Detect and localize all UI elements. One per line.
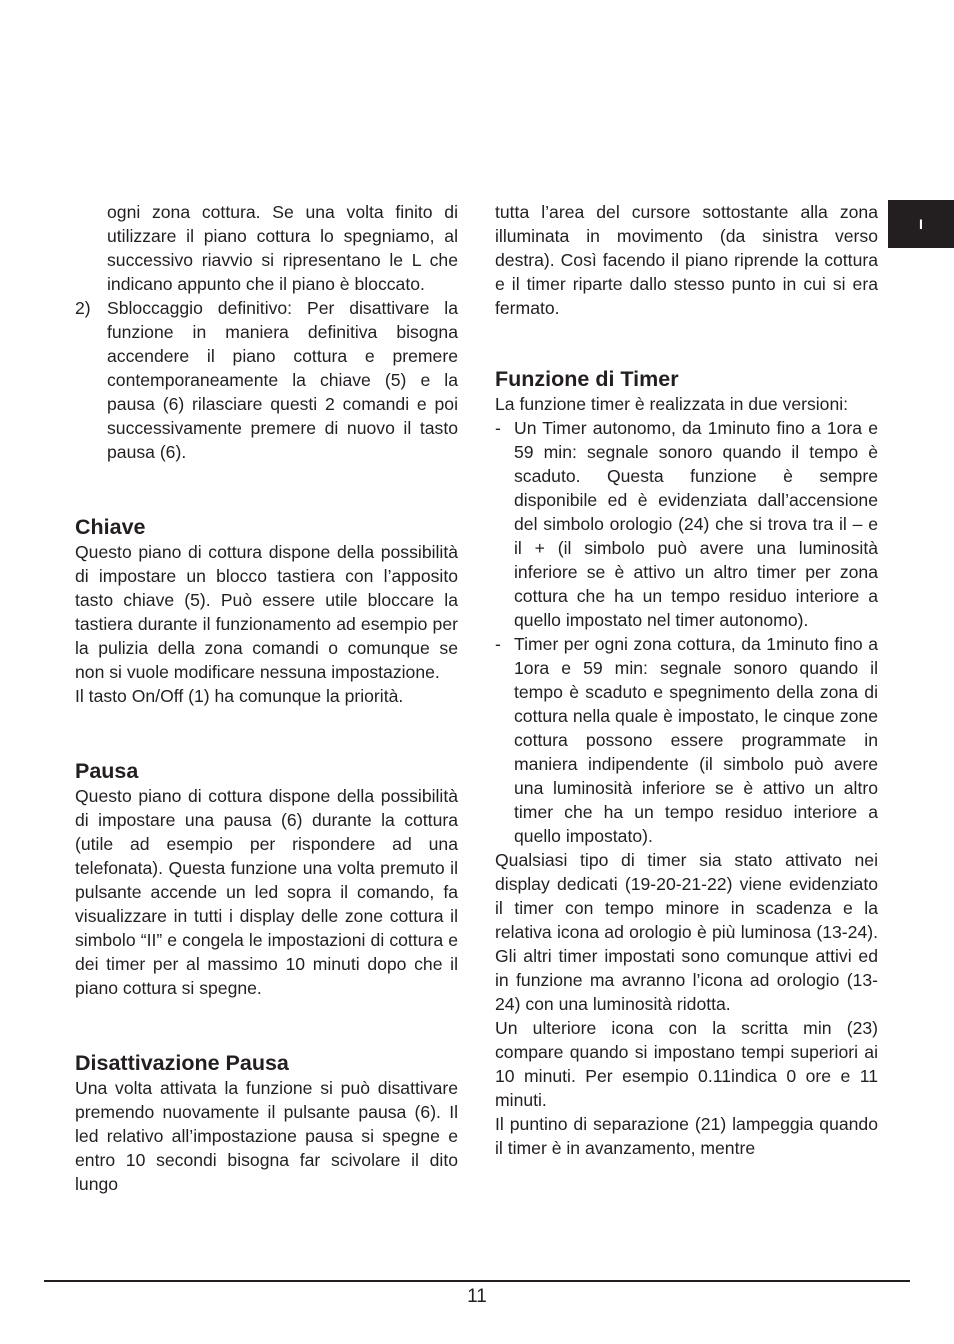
timer-paragraph-ulteriore: Un ulteriore icona con la scritta min (23) compare quando si impostano tempi superiori ai 10 minuti. Per esempio 0.11indica 0 ore e 11 minuti. [495, 1018, 878, 1110]
item-number: 2) [75, 298, 91, 318]
chiave-paragraph-2: Il tasto On/Off (1) ha comunque la priorità. [75, 686, 404, 706]
language-tab-label: I [919, 216, 923, 232]
continued-paragraph: tutta l’area del cursore sottostante alla zona illuminata in movimento (da sinistra verso destra). Così facendo il piano riprende la cottura e il timer riparte dallo stesso punto in cui si era fermato. [495, 202, 878, 318]
section-title-timer: Funzione di Timer [495, 367, 679, 391]
bullet-text: Un Timer autonomo, da 1minuto fino a 1ora e 59 min: segnale sonoro quando il tempo è scaduto. Questa funzione è sempre disponibile ed è evidenziata dall’accensione del simbolo orologio (24) che si trova tra il – e il + (il simbolo può avere una luminosità inferiore se è attivo un altro timer per zona cottura che ha un tempo residuo interiore a quello impostato nel timer autonomo). [514, 418, 878, 630]
continued-paragraph: ogni zona cottura. Se una volta finito di utilizzare il piano cottura lo spegniamo, al successivo riavvio si ripresentano le L che indicano appunto che il piano è bloccato. [107, 202, 458, 294]
bullet-item-2 [495, 632, 878, 848]
timer-paragraph-qualsiasi: Qualsiasi tipo di timer sia stato attivato nei display dedicati (19-20-21-22) viene evidenziato il timer con tempo minore in scadenza e la relativa icona ad orologio è più luminosa (13-24). Gli altri timer impostati sono comunque attivi ed in funzione ma avranno l’icona ad orologio (13-24) con una luminosità ridotta. [495, 850, 878, 1014]
item-text: Sbloccaggio definitivo: Per disattivare la funzione in maniera definitiva bisogna accendere il piano cottura e premere contemporaneamente la chiave (5) e la pausa (6) rilasciare questi 2 comandi e poi successivamente premere di nuovo il tasto pausa (6). [107, 298, 458, 462]
chiave-paragraph-1: Questo piano di cottura dispone della possibilità di impostare un blocco tastiera con l’apposito tasto chiave (5). Può essere utile bloccare la tastiera durante il funzionamento ad esempio per la pulizia della zona comandi o comunque se non si vuole modificare nessuna impostazione. [75, 542, 458, 682]
language-tab [888, 200, 954, 248]
disattivazione-paragraph: Una volta attivata la funzione si può disattivare premendo nuovamente il pulsante pausa (6). Il led relativo all’impostazione pausa si spegne e entro 10 secondi bisogna far scivolare il dito lungo [75, 1078, 458, 1194]
timer-paragraph-puntino: Il puntino di separazione (21) lampeggia quando il timer è in avanzamento, mentre [495, 1114, 878, 1158]
footer-divider [44, 1280, 910, 1282]
bullet-text: Timer per ogni zona cottura, da 1minuto fino a 1ora e 59 min: segnale sonoro quando il tempo è scaduto e spegnimento della zona di cottura nella quale è impostato, le cinque zone cottura possono essere programmate in maniera indipendente (il simbolo può avere una luminosità inferiore se è attivo un altro timer che ha un tempo residuo interiore a quello impostato). [514, 634, 878, 846]
section-title-chiave: Chiave [75, 515, 146, 539]
timer-intro: La funzione timer è realizzata in due versioni: [495, 394, 849, 414]
bullet-item-1 [495, 416, 878, 632]
section-title-disattivazione-pausa: Disattivazione Pausa [75, 1051, 289, 1075]
bullet-marker: - [495, 634, 501, 654]
pausa-paragraph: Questo piano di cottura dispone della possibilità di impostare una pausa (6) durante la cottura (utile ad esempio per rispondere ad una telefonata). Questa funzione una volta premuto il pulsante accende un led sopra il comando, fa visualizzare in tutti i display delle zone cottura il simbolo “II” e congela le impostazioni di cottura e dei timer per al massimo 10 minuti dopo che il piano cottura si spegne. [75, 786, 458, 998]
numbered-item-2 [75, 296, 458, 464]
left-column [75, 200, 458, 1196]
section-title-pausa: Pausa [75, 759, 139, 783]
page-number: 11 [467, 1286, 487, 1307]
bullet-marker: - [495, 418, 501, 438]
right-column [495, 200, 878, 1160]
